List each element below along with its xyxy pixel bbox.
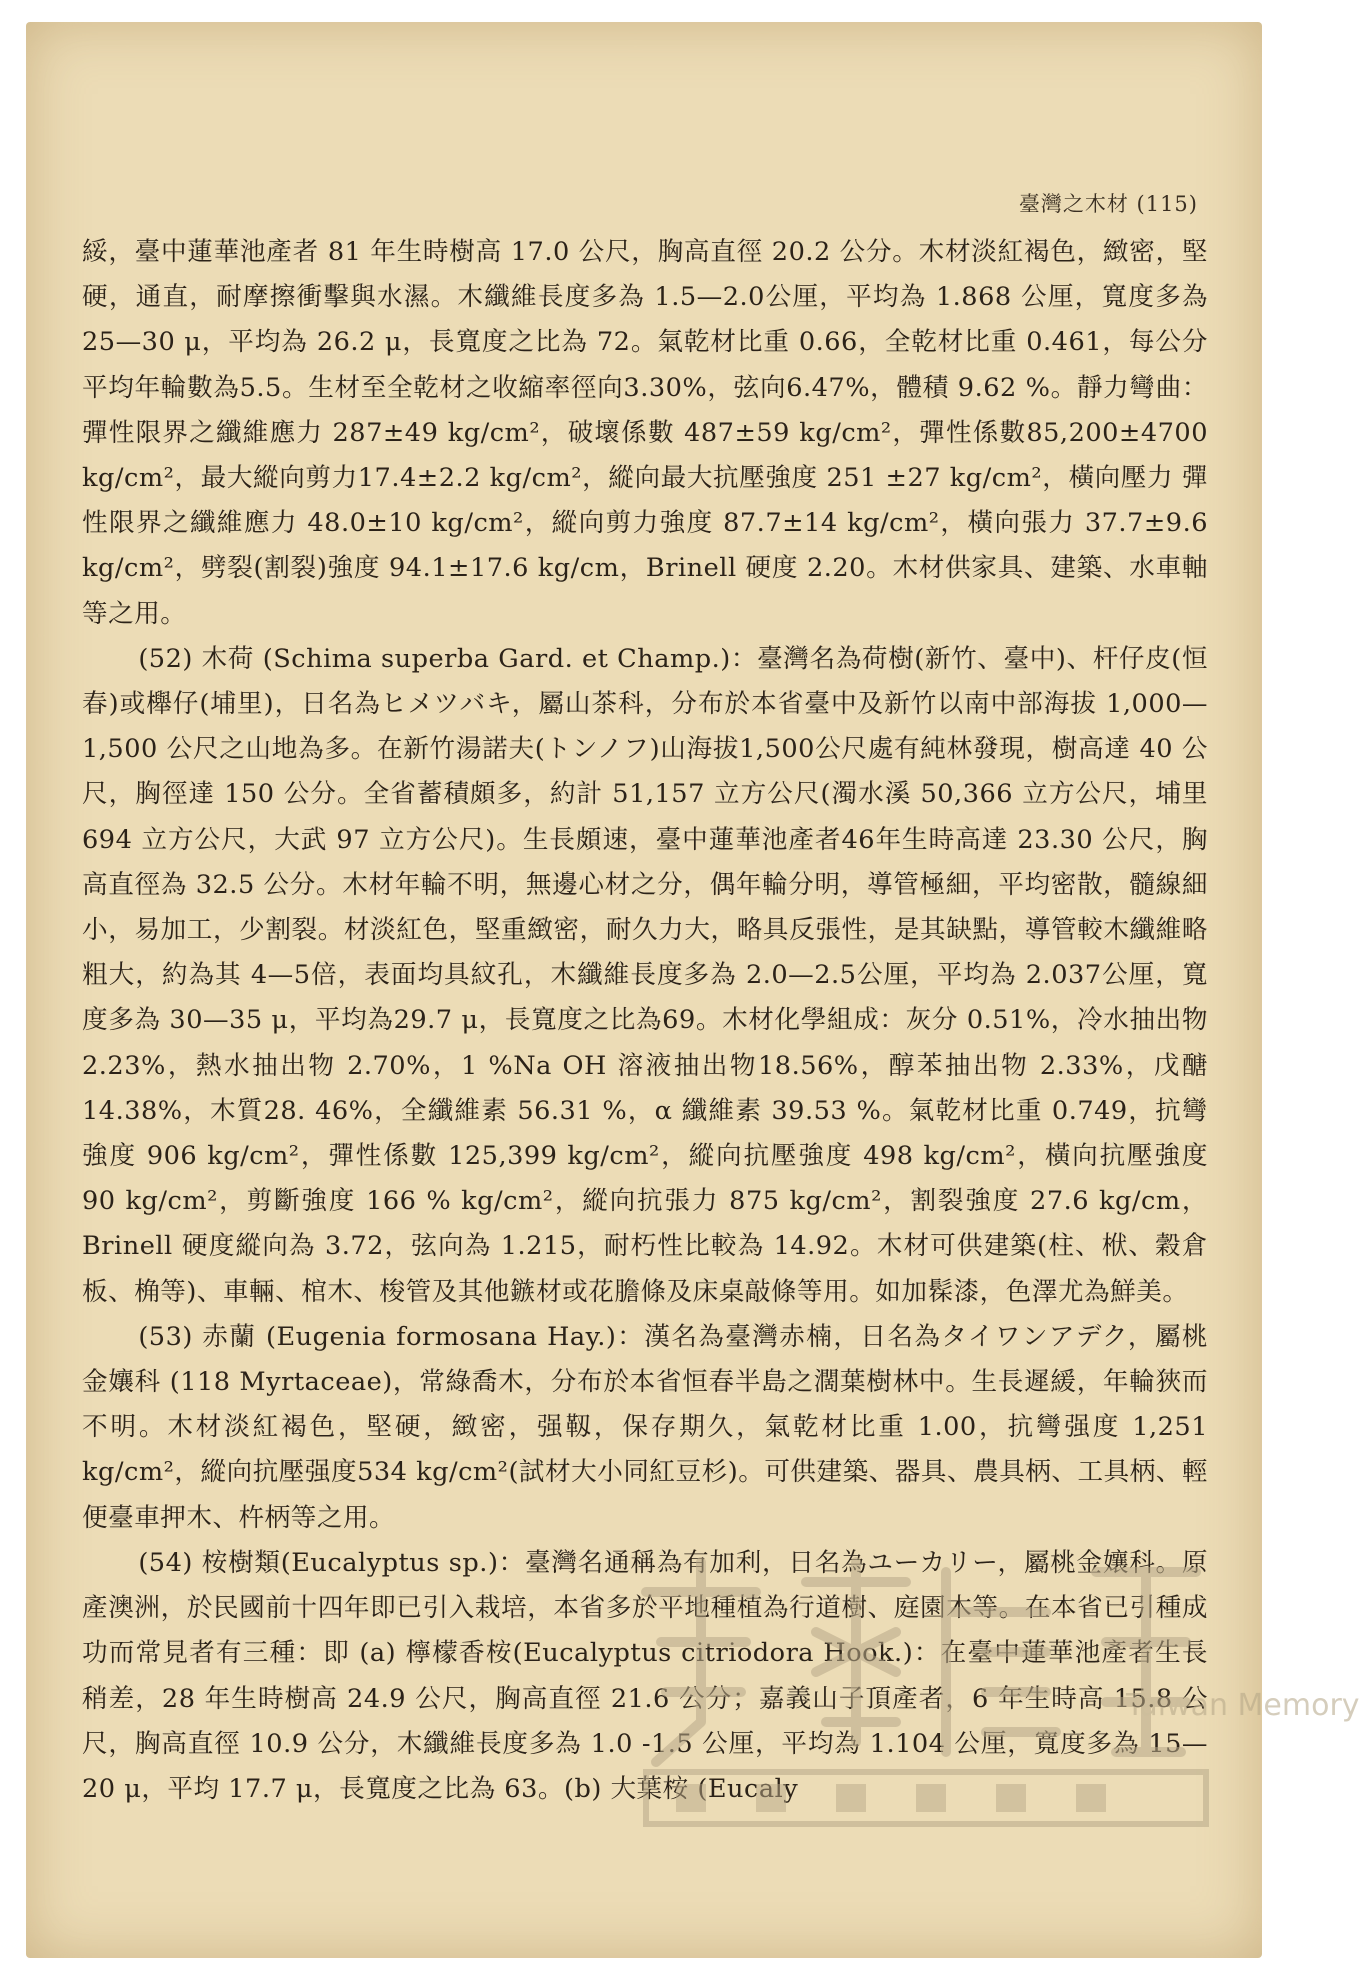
- body-text: [82, 230, 1208, 1812]
- document-page: [26, 22, 1360, 1958]
- running-header: 臺灣之木材 (115): [1018, 192, 1198, 216]
- paragraph-54-eucalyptus: (54) 桉樹類(Eucalyptus sp.)：臺灣名通稱為有加利，日名為ユーカリー，屬桃金孃科。原產澳洲，於民國前十四年即已引入栽培，本省多於平地種植為行道樹、庭園木等。在本省已引種成功而常見者有三種：即 (a) 檸檬香桉(Eucalyptus citriodora Hook.)：在臺中蓮華池產者生長稍差，28 年生時樹高 24.9 公尺，胸高直徑 21.6 公分；嘉義山子頂產者，6 年生時高 15.8 公尺，胸高直徑 10.9 公分，木纖維長度多為 1.0 -1.5 公厘，平均為 1.104 公厘，寬度多為 15—20 μ，平均 17.7 μ，長寬度之比為 63。(b) 大葉桉 (Eucaly: [82, 1547, 1208, 1804]
- watermark-text: Taiwan Memory: [1126, 1688, 1360, 1723]
- paragraph-53-eugenia: (53) 赤蘭 (Eugenia formosana Hay.)：漢名為臺灣赤楠，日名為タイワンアデク，屬桃金孃科 (118 Myrtaceae)，常綠喬木，分布於本省恒春半島之濶葉樹林中。生長遲緩，年輪狹而不明。木材淡紅褐色，堅硬，緻密，强靱，保存期久，氣乾材比重 1.00，抗彎强度 1,251 kg/cm²，縱向抗壓强度534 kg/cm²(試材大小同紅豆杉)。可供建築、器具、農具柄、工具柄、輕便臺車押木、杵柄等之用。: [82, 1321, 1208, 1533]
- paragraph-continuation: 綏，臺中蓮華池產者 81 年生時樹高 17.0 公尺，胸高直徑 20.2 公分。木材淡紅褐色，緻密，堅硬，通直，耐摩擦衝擊與水濕。木纖維長度多為 1.5—2.0公厘，平均為 1.868 公厘，寬度多為 25—30 μ，平均為 26.2 μ，長寬度之比為 72。氣乾材比重 0.66，全乾材比重 0.461，每公分平均年輪數為5.5。生材至全乾材之收縮率徑向3.30%，弦向6.47%，體積 9.62 %。靜力彎曲：彈性限界之纖維應力 287±49 kg/cm²，破壞係數 487±59 kg/cm²，彈性係數85,200±4700 kg/cm²，最大縱向剪力17.4±2.2 kg/cm²，縱向最大抗壓強度 251 ±27 kg/cm²，橫向壓力 彈性限界之纖維應力 48.0±10 kg/cm²，縱向剪力強度 87.7±14 kg/cm²，橫向張力 37.7±9.6 kg/cm²，劈裂(割裂)強度 94.1±17.6 kg/cm，Brinell 硬度 2.20。木材供家具、建築、水車軸等之用。: [82, 237, 1208, 629]
- paragraph-52-schima: (52) 木荷 (Schima superba Gard. et Champ.)：臺灣名為荷樹(新竹、臺中)、杆仔皮(恒春)或櫸仔(埔里)，日名為ヒメツバキ，屬山茶科，分布於本省臺中及新竹以南中部海拔 1,000—1,500 公尺之山地為多。在新竹湯諾夫(トンノフ)山海拔1,500公尺處有純林發現，樹高達 40 公尺，胸徑達 150 公分。全省蓄積頗多，約計 51,157 立方公尺(濁水溪 50,366 立方公尺，埔里 694 立方公尺，大武 97 立方公尺)。生長頗速，臺中蓮華池產者46年生時高達 23.30 公尺，胸高直徑為 32.5 公分。木材年輪不明，無邊心材之分，偶年輪分明，導管極細，平均密散，髓線細小，易加工，少割裂。材淡紅色，堅重緻密，耐久力大，略具反張性，是其缺點，導管較木纖維略粗大，約為其 4—5倍，表面均具紋孔，木纖維長度多為 2.0—2.5公厘，平均為 2.037公厘，寬度多為 30—35 μ，平均為29.7 μ，長寬度之比為69。木材化學組成：灰分 0.51%，冷水抽出物2.23%，熱水抽出物 2.70%，1 %Na OH 溶液抽出物18.56%，醇苯抽出物 2.33%，戊醣14.38%，木質28. 46%，全纖維素 56.31 %，α 纖維素 39.53 %。氣乾材比重 0.749，抗彎強度 906 kg/cm²，彈性係數 125,399 kg/cm²，縱向抗壓強度 498 kg/cm²，橫向抗壓強度 90 kg/cm²，剪斷強度 166 % kg/cm²，縱向抗張力 875 kg/cm²，割裂強度 27.6 kg/cm，Brinell 硬度縱向為 3.72，弦向為 1.215，耐朽性比較為 14.92。木材可供建築(柱、栿、穀倉板、桷等)、車輛、棺木、梭管及其他鏃材或花膽條及床桌敲條等用。如加髹漆，色澤尤為鮮美。: [82, 643, 1208, 1307]
